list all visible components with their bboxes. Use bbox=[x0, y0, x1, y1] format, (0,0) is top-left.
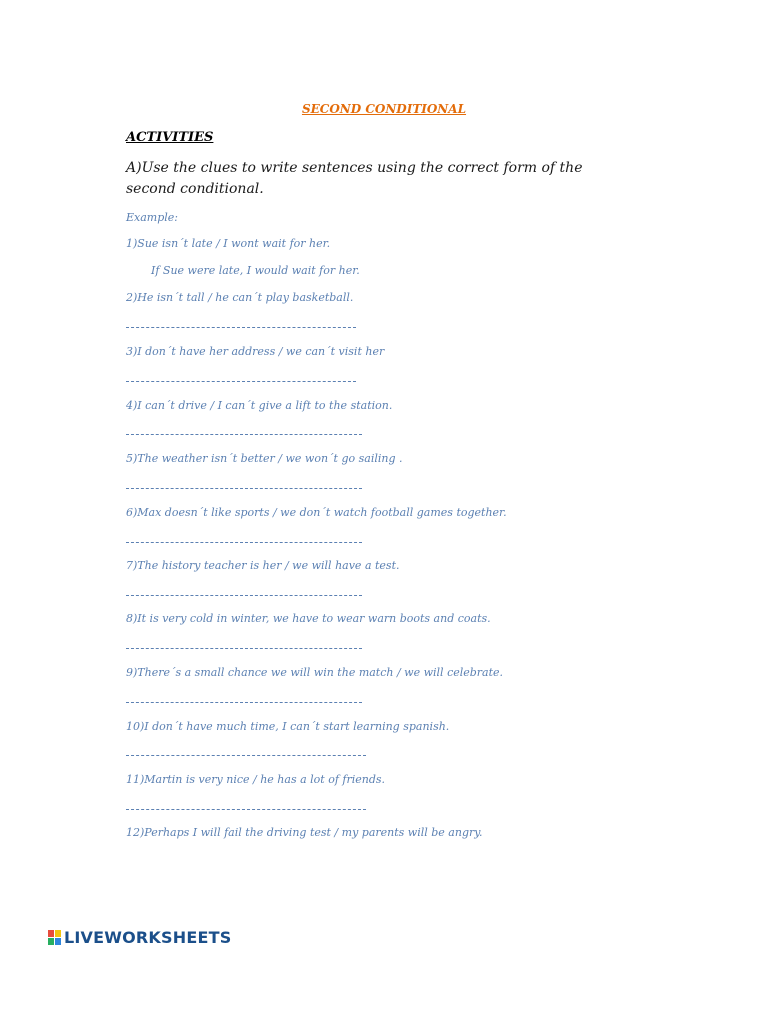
exercise-item: 5)The weather isn´t better / we won´t go sailing . bbox=[126, 452, 403, 465]
exercise-item: 11)Martin is very nice / he has a lot of friends. bbox=[126, 773, 386, 786]
answer-line[interactable] bbox=[126, 488, 362, 489]
answer-line[interactable] bbox=[126, 809, 366, 810]
answer-line[interactable] bbox=[126, 755, 366, 756]
liveworksheets-logo-icon bbox=[48, 930, 61, 945]
answer-line[interactable] bbox=[126, 648, 362, 649]
answer-line[interactable] bbox=[126, 702, 362, 703]
answer-line[interactable] bbox=[126, 595, 362, 596]
example-answer: If Sue were late, I would wait for her. bbox=[151, 264, 360, 277]
example-label: Example: bbox=[126, 211, 178, 224]
answer-line[interactable] bbox=[126, 434, 362, 435]
answer-line[interactable] bbox=[126, 542, 362, 543]
exercise-item: 7)The history teacher is her / we will have a test. bbox=[126, 559, 400, 572]
activities-heading: ACTIVITIES bbox=[126, 130, 214, 145]
exercise-item: 10)I don´t have much time, I can´t start learning spanish. bbox=[126, 720, 450, 733]
liveworksheets-logo[interactable] bbox=[48, 928, 231, 946]
exercise-item: 12)Perhaps I will fail the driving test / my parents will be angry. bbox=[126, 826, 483, 839]
exercise-item: 4)I can´t drive / I can´t give a lift to the station. bbox=[126, 399, 393, 412]
exercise-item: 6)Max doesn´t like sports / we don´t watch football games together. bbox=[126, 506, 507, 519]
exercise-item: 8)It is very cold in winter, we have to wear warn boots and coats. bbox=[126, 612, 491, 625]
answer-line[interactable] bbox=[126, 381, 356, 382]
exercise-item: 2)He isn´t tall / he can´t play basketball. bbox=[126, 291, 354, 304]
logo-text: LIVEWORKSHEETS bbox=[64, 927, 232, 947]
instruction-text: A)Use the clues to write sentences using the correct form of the second conditional. bbox=[126, 160, 583, 197]
example-prompt: 1)Sue isn´t late / I wont wait for her. bbox=[126, 237, 331, 250]
worksheet-title: SECOND CONDITIONAL bbox=[301, 102, 467, 116]
answer-line[interactable] bbox=[126, 327, 356, 328]
exercise-item: 9)There´s a small chance we will win the match / we will celebrate. bbox=[126, 666, 504, 679]
exercise-item: 3)I don´t have her address / we can´t visit her bbox=[126, 345, 385, 358]
